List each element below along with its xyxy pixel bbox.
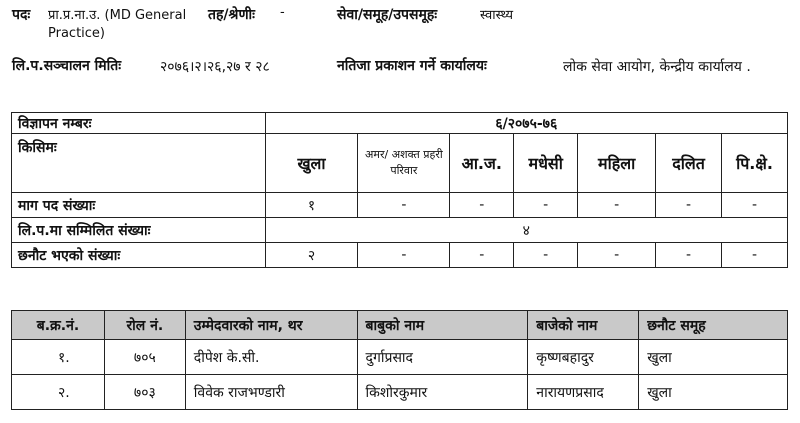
post-label: पदः: [12, 7, 31, 23]
office-label: नतिजा प्रकाशन गर्ने कार्यालयः: [337, 58, 487, 74]
level-label: तह/श्रेणीः: [208, 7, 256, 23]
demand-count-cell: -: [358, 193, 450, 218]
selected-count-cell: -: [358, 243, 450, 268]
selected-count-label: छनौट भएको संख्याः: [12, 243, 266, 268]
level-value: -: [280, 5, 285, 20]
demand-count-label: माग पद संख्याः: [12, 193, 266, 218]
selected-candidates-table: [11, 310, 788, 410]
post-value-line2: Practice): [48, 26, 105, 41]
serial-no-cell: २.: [12, 375, 105, 410]
selected-count-cell: -: [514, 243, 578, 268]
selected-count-cell: -: [578, 243, 656, 268]
demand-count-cell: १: [265, 193, 358, 218]
ad-no-value: ६/२०७५-७६: [265, 113, 787, 134]
participant-count-value: ४: [265, 218, 787, 243]
table-row: [12, 375, 788, 410]
col-serial-no: ब.क्र.नं.: [12, 311, 105, 340]
col-open: खुला: [265, 134, 358, 193]
demand-count-cell: -: [578, 193, 656, 218]
selected-count-cell: -: [722, 243, 788, 268]
col-martyr-family: अमर/ अशक्त प्रहरी परिवार: [358, 134, 450, 193]
demand-count-cell: -: [514, 193, 578, 218]
exam-date-value: २०७६।२।२६,२७ र २८: [160, 59, 270, 75]
col-selection-group: छनौट समूह: [639, 311, 788, 340]
selected-count-cell: २: [265, 243, 358, 268]
demand-count-cell: -: [450, 193, 514, 218]
service-value: स्वास्थ्य: [480, 8, 514, 23]
service-label: सेवा/समूह/उपसमूहः: [337, 7, 438, 23]
exam-date-label: लि.प.सञ्चालन मितिः: [12, 58, 122, 74]
selected-count-cell: -: [656, 243, 722, 268]
candidate-name-cell: विवेक राजभण्डारी: [185, 375, 357, 410]
selected-count-cell: -: [450, 243, 514, 268]
col-candidate-name: उम्मेदवारको नाम, थर: [185, 311, 357, 340]
col-indigenous: आ.ज.: [450, 134, 514, 193]
col-madhesi: मधेसी: [514, 134, 578, 193]
col-father-name: बाबुको नाम: [357, 311, 528, 340]
father-name-cell: किशोरकुमार: [357, 375, 528, 410]
demand-count-cell: -: [722, 193, 788, 218]
col-dalit: दलित: [656, 134, 722, 193]
table-header-row: [12, 311, 788, 340]
col-women: महिला: [578, 134, 656, 193]
participant-count-label: लि.प.मा सम्मिलित संख्याः: [12, 218, 266, 243]
demand-count-cell: -: [656, 193, 722, 218]
grandfather-name-cell: कृष्णबहादुर: [528, 340, 639, 375]
selection-group-cell: खुला: [639, 340, 788, 375]
father-name-cell: दुर्गाप्रसाद: [357, 340, 528, 375]
grandfather-name-cell: नारायणप्रसाद: [528, 375, 639, 410]
col-grandfather-name: बाजेको नाम: [528, 311, 639, 340]
vacancy-stats-table: [11, 112, 788, 268]
roll-no-cell: ७०३: [104, 375, 185, 410]
type-label: किसिमः: [12, 134, 266, 193]
table-row: [12, 340, 788, 375]
office-value: लोक सेवा आयोग, केन्द्रीय कार्यालय .: [563, 59, 751, 75]
roll-no-cell: ७०५: [104, 340, 185, 375]
serial-no-cell: १.: [12, 340, 105, 375]
col-roll-no: रोल नं.: [104, 311, 185, 340]
post-value-line1: प्रा.प्र.ना.उ. (MD General: [48, 8, 187, 23]
candidate-name-cell: दीपेश के.सी.: [185, 340, 357, 375]
col-backward-region: पि.क्षे.: [722, 134, 788, 193]
selection-group-cell: खुला: [639, 375, 788, 410]
ad-no-label: विज्ञापन नम्बरः: [12, 113, 266, 134]
